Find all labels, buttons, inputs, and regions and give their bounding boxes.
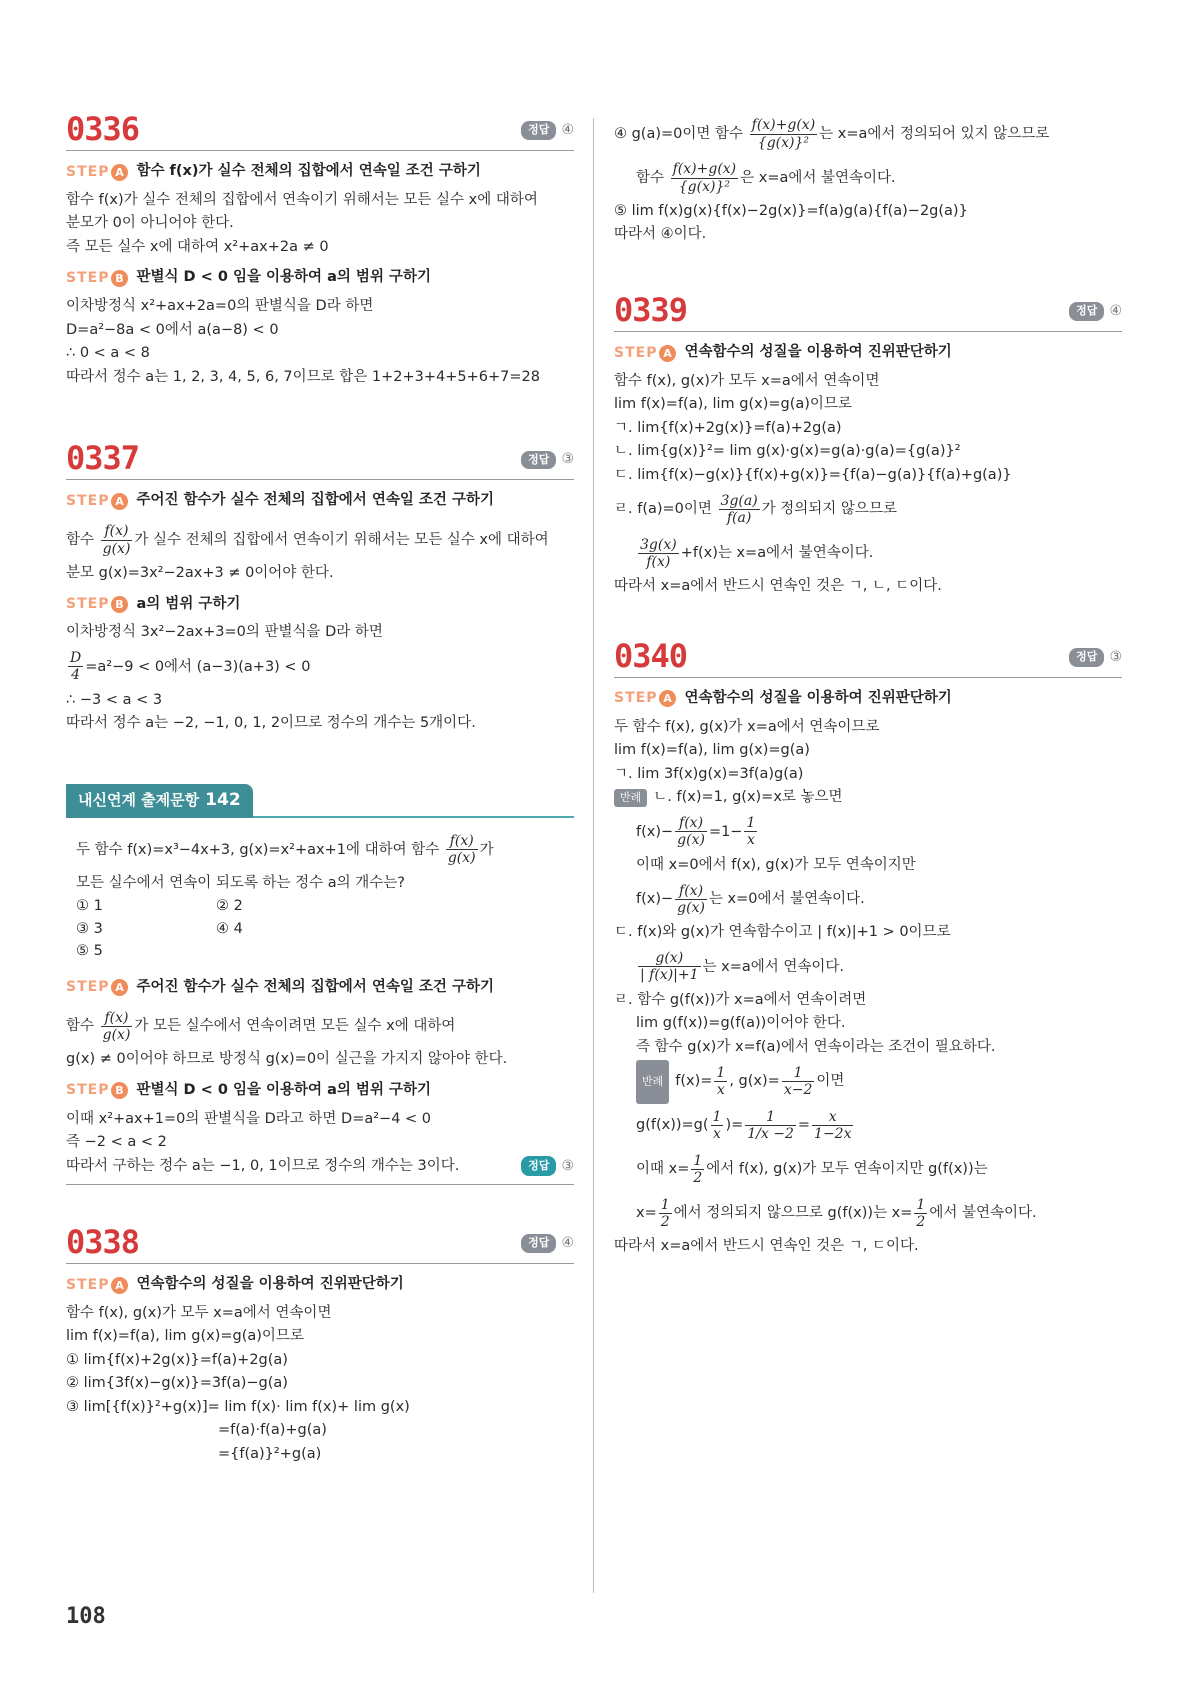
text-line: 함수 f(x), g(x)가 모두 x=a에서 연속이면 <box>614 372 880 389</box>
problem-0337 <box>66 441 574 736</box>
problem-header <box>66 441 574 480</box>
choice-5[interactable]: ⑤ 5 <box>76 943 103 960</box>
answer-badge: 정답 <box>1069 302 1104 321</box>
text-line: 따라서 정수 a는 −2, −1, 0, 1, 2이므로 정수의 개수는 5개이다. <box>66 715 476 732</box>
answer-area <box>521 449 574 470</box>
fraction: $\frac{1}{x}$ <box>712 1108 722 1142</box>
text-line: 함수 f(x)가 실수 전체의 집합에서 연속이기 위해서는 모든 실수 x에 대하여 <box>66 191 538 208</box>
text-line: ∴ 0 < a < 8 <box>66 345 150 362</box>
answer-mark: ③ <box>561 451 574 468</box>
text-line: 함수 $\frac{f(x)}{g(x)}$ 가 모든 실수에서 연속이려면 모든 실수 x에 대하여 <box>66 1009 456 1043</box>
text-line: lim f(x)=f(a), lim g(x)=g(a) <box>614 742 810 759</box>
step-label: STEP B <box>66 594 128 615</box>
answer-mark: ④ <box>561 1235 574 1252</box>
text-line: 따라서 정수 a는 1, 2, 3, 4, 5, 6, 7이므로 합은 1+2+3+4+5+6+7=28 <box>66 368 540 385</box>
fraction: $\frac{f(x)}{g(x)}$ <box>102 1009 131 1043</box>
naeshin-tab: 내신연계 출제문항 142 <box>66 784 253 818</box>
choice-4[interactable]: ④ 4 <box>216 920 243 937</box>
fraction: $\frac{3g(a)}{f(a)}$ <box>720 492 758 526</box>
step-title: 연속함수의 성질을 이용하여 진위판단하기 <box>684 344 952 361</box>
text-line: 반례 ㄴ. f(x)=1, g(x)=x로 놓으면 <box>614 786 1122 809</box>
text-line: g(x) ≠ 0이어야 하므로 방정식 g(x)=0이 실근을 가지지 않아야 한다. <box>66 1051 508 1068</box>
text-line: 이때 x= $\frac{1}{2}$ 에서 f(x), g(x)가 모두 연속이지만 g(f(x))는 <box>636 1152 988 1186</box>
text-line: ∴ −3 < a < 3 <box>66 691 163 708</box>
text-line: 분모가 0이 아니어야 한다. <box>66 215 234 232</box>
problem-number: 0340 <box>614 636 688 675</box>
problem-number: 0337 <box>66 439 140 478</box>
fraction: $\frac{1}{x}$ <box>746 815 756 849</box>
answer-area <box>521 1155 574 1178</box>
text-line: 따라서 x=a에서 반드시 연속인 것은 ㄱ, ㄴ, ㄷ이다. <box>614 578 942 595</box>
text-line: ㄹ. 함수 g(f(x))가 x=a에서 연속이려면 <box>614 991 867 1008</box>
step-label: STEP B <box>66 268 128 289</box>
text-line: 즉 모든 실수 x에 대하여 x²+ax+2a ≠ 0 <box>66 238 329 255</box>
step-title: 판별식 D < 0 임을 이용하여 a의 범위 구하기 <box>136 1081 432 1098</box>
step-title: 함수 f(x)가 실수 전체의 집합에서 연속일 조건 구하기 <box>136 163 481 180</box>
text-line: ① lim{f(x)+2g(x)}=f(a)+2g(a) <box>66 1351 288 1368</box>
text-line: ㄴ. lim{g(x)}²= lim g(x)·g(x)=g(a)·g(a)={g(a)}² <box>614 443 961 460</box>
fraction: $\frac{1}{2}$ <box>916 1196 926 1230</box>
problem-number: 0336 <box>66 110 140 148</box>
text-line: 함수 $\frac{f(x)}{g(x)}$ 가 실수 전체의 집합에서 연속이기 위해서는 모든 실수 x에 대하여 <box>66 523 549 557</box>
step-label: STEP A <box>66 491 128 512</box>
text-line: ㄷ. lim{f(x)−g(x)}{f(x)+g(x)}={f(a)−g(a)}{f(a)+g(a)} <box>614 466 1012 483</box>
box-bottom-rule <box>66 1184 574 1185</box>
step-title: a의 범위 구하기 <box>136 595 241 612</box>
text-line: 함수 $\frac{f(x)+g(x)}{\text{\{g(x)\}²}}$ 은 x=a에서 불연속이다. <box>636 161 896 195</box>
text-line: 두 함수 f(x), g(x)가 x=a에서 연속이므로 <box>614 718 880 735</box>
step-label: STEP A <box>66 977 128 998</box>
counterexample-tag: 반례 <box>614 789 647 807</box>
fraction: $\frac{x}{1-2x}$ <box>814 1108 852 1142</box>
answer-badge: 정답 <box>521 1234 556 1253</box>
problem-header <box>66 1225 574 1264</box>
counterexample-tag: 반례 <box>636 1060 669 1104</box>
fraction: $\frac{f(x)}{g(x)}$ <box>447 833 476 867</box>
text-line: 이때 x=0에서 f(x), g(x)가 모두 연속이지만 <box>636 856 916 873</box>
step-a <box>66 1274 574 1296</box>
text-line: lim f(x)=f(a), lim g(x)=g(a)이므로 <box>614 396 852 413</box>
text-line: 따라서 x=a에서 반드시 연속인 것은 ㄱ, ㄷ이다. <box>614 1238 919 1255</box>
problem-0340 <box>614 636 1122 1259</box>
answer-mark: ③ <box>1109 649 1122 665</box>
choices <box>66 895 486 962</box>
text-line: f(x)− $\frac{f(x)}{g(x)}$ 는 x=0에서 불연속이다. <box>636 882 865 916</box>
fraction: $\frac{f(x)+g(x)}{\text{\{g(x)\}²}}$ <box>672 161 737 195</box>
answer-badge: 정답 <box>521 1156 556 1176</box>
text-line: 즉 −2 < a < 2 <box>66 1134 167 1151</box>
step-a <box>614 688 1122 710</box>
fraction: $\frac{f(x)}{g(x)}$ <box>677 882 705 916</box>
text-line: ㄷ. f(x)와 g(x)가 연속함수이고 | f(x)|+1 > 0이므로 <box>614 924 951 941</box>
fraction: $\frac{1}{1/x -2}$ <box>747 1108 794 1142</box>
fraction: $\frac{3g(x)}{f(x)}$ <box>640 536 677 570</box>
problem-0338-continued <box>614 112 1122 247</box>
text-line: 분모 g(x)=3x²−2ax+3 ≠ 0이어야 한다. <box>66 565 334 582</box>
text-line: 즉 함수 g(x)가 x=f(a)에서 연속이라는 조건이 필요하다. <box>636 1038 996 1055</box>
step-title: 주어진 함수가 실수 전체의 집합에서 연속일 조건 구하기 <box>136 978 494 995</box>
fraction: $\frac{1}{2}$ <box>693 1152 703 1186</box>
text-line: ② lim{3f(x)−g(x)}=3f(a)−g(a) <box>66 1375 288 1392</box>
step-label: STEP A <box>66 162 128 183</box>
step-b <box>66 267 574 289</box>
problem-number: 0338 <box>66 1223 140 1262</box>
text-line: ⑤ lim f(x)g(x){f(x)−2g(x)}=f(a)g(a){f(a)−2g(a)} <box>614 203 968 219</box>
text-line: D=a²−8a < 0에서 a(a−8) < 0 <box>66 321 279 338</box>
problem-0339 <box>614 290 1122 599</box>
step-a <box>66 490 574 512</box>
text-line: =f(a)·f(a)+g(a) <box>218 1422 327 1439</box>
step-a <box>614 342 1122 364</box>
fraction: $\frac{1}{x-2}$ <box>783 1064 813 1098</box>
text-line: 이차방정식 3x²−2ax+3=0의 판별식을 D라 하면 <box>66 624 383 641</box>
text-line: lim f(x)=f(a), lim g(x)=g(a)이므로 <box>66 1328 304 1345</box>
problem-0336 <box>66 112 574 389</box>
text-line: 따라서 구하는 정수 a는 −1, 0, 1이므로 정수의 개수는 3이다. 정답 ③ <box>66 1155 574 1178</box>
step-label: STEP B <box>66 1080 128 1101</box>
step-b <box>66 1080 574 1102</box>
text-line: $\frac{g(x)}{| f(x)|+1}$ 는 x=a에서 연속이다. <box>640 950 845 984</box>
text-line: $\frac{3g(x)}{f(x)}$ +f(x)는 x=a에서 불연속이다. <box>640 536 874 570</box>
text-line: 함수 f(x), g(x)가 모두 x=a에서 연속이면 <box>66 1304 332 1321</box>
naeshin-box <box>66 782 574 1185</box>
column-divider <box>593 118 594 1593</box>
step-a <box>66 161 574 183</box>
text-line: 이차방정식 x²+ax+2a=0의 판별식을 D라 하면 <box>66 298 374 315</box>
fraction: $\frac{f(x)}{g(x)}$ <box>102 523 131 557</box>
answer-area <box>1069 301 1122 322</box>
answer-badge: 정답 <box>521 121 556 140</box>
page-number: 108 <box>66 1604 106 1629</box>
problem-header <box>614 636 1122 678</box>
text-line: x= $\frac{1}{2}$ 에서 정의되지 않으므로 g(f(x))는 x= $\frac{1}{2}$ 에서 불연속이다. <box>636 1196 1037 1230</box>
step-title: 연속함수의 성질을 이용하여 진위판단하기 <box>136 1276 404 1293</box>
text-line: 따라서 ④이다. <box>614 226 707 243</box>
left-column <box>66 112 574 1466</box>
text-line: ③ lim[{f(x)}²+g(x)]= lim f(x)· lim f(x)+ lim g(x) <box>66 1398 410 1415</box>
text-line: ㄹ. f(a)=0이면 $\frac{3g(a)}{f(a)}$ 가 정의되지 않으므로 <box>614 492 897 526</box>
problem-number: 0339 <box>614 290 688 329</box>
step-label: STEP A <box>614 343 676 364</box>
step-a <box>66 977 574 999</box>
fraction: $\frac{D}{4}$ <box>70 650 82 684</box>
problem-header <box>66 112 574 151</box>
choice-1[interactable]: ① 1 <box>76 898 103 915</box>
step-label: STEP A <box>614 688 676 709</box>
text-line: ㄱ. lim{f(x)+2g(x)}=f(a)+2g(a) <box>614 419 842 436</box>
text-line: 반례 f(x)= $\frac{1}{x}$ , g(x)= $\frac{1}{x-2}$ 이면 <box>614 1059 1122 1103</box>
answer-mark: ④ <box>1109 303 1122 320</box>
answer-area <box>1069 647 1122 668</box>
step-label: STEP A <box>66 1275 128 1296</box>
text-line: 이때 x²+ax+1=0의 판별식을 D라고 하면 D=a²−4 < 0 <box>66 1110 432 1127</box>
problem-header <box>614 290 1122 332</box>
text-line: ={f(a)}²+g(a) <box>218 1445 322 1462</box>
text-line: g(f(x))=g( $\frac{1}{x}$ )= $\frac{1}{1/x -2}$ = $\frac{x}{1-2x}$ <box>636 1108 852 1142</box>
text-line: f(x)− $\frac{f(x)}{g(x)}$ =1− $\frac{1}{x}$ <box>636 815 756 849</box>
answer-area <box>521 120 574 141</box>
step-b <box>66 594 574 616</box>
answer-badge: 정답 <box>1069 648 1104 667</box>
step-title: 연속함수의 성질을 이용하여 진위판단하기 <box>684 690 952 706</box>
fraction: $\frac{g(x)}{| f(x)|+1}$ <box>640 950 699 984</box>
answer-mark: ③ <box>561 1157 574 1174</box>
choice-2[interactable]: ② 2 <box>216 898 243 915</box>
step-title: 주어진 함수가 실수 전체의 집합에서 연속일 조건 구하기 <box>136 492 494 509</box>
answer-badge: 정답 <box>521 451 556 470</box>
text-line: lim g(f(x))=g(f(a))이어야 한다. <box>636 1015 846 1032</box>
fraction: $\frac{1}{x}$ <box>716 1064 726 1098</box>
fraction: $\frac{f(x)}{g(x)}$ <box>677 815 705 849</box>
fraction: $\frac{1}{2}$ <box>660 1196 670 1230</box>
text-line: $\frac{D}{4}$ =a²−9 < 0에서 (a−3)(a+3) < 0 <box>70 650 311 684</box>
right-column <box>614 112 1122 1259</box>
choice-3[interactable]: ③ 3 <box>76 920 103 937</box>
answer-mark: ④ <box>561 122 574 139</box>
text-line: ④ g(a)=0이면 함수 $\frac{f(x)+g(x)}{\text{\{g(x)\}²}}$ 는 x=a에서 정의되어 있지 않으므로 <box>614 117 1050 151</box>
text-line: ㄱ. lim 3f(x)g(x)=3f(a)g(a) <box>614 765 804 782</box>
fraction: $\frac{f(x)+g(x)}{\text{\{g(x)\}²}}$ <box>751 117 816 151</box>
step-title: 판별식 D < 0 임을 이용하여 a의 범위 구하기 <box>136 269 432 286</box>
problem-0338 <box>66 1225 574 1466</box>
naeshin-header <box>66 782 574 818</box>
question-line: 모든 실수에서 연속이 되도록 하는 정수 a의 개수는? <box>76 874 405 891</box>
question-line: 두 함수 f(x)=x³−4x+3, g(x)=x²+ax+1에 대하여 함수 $\frac{f(x)}{g(x)}$ 가 <box>76 833 494 867</box>
answer-area <box>521 1233 574 1254</box>
